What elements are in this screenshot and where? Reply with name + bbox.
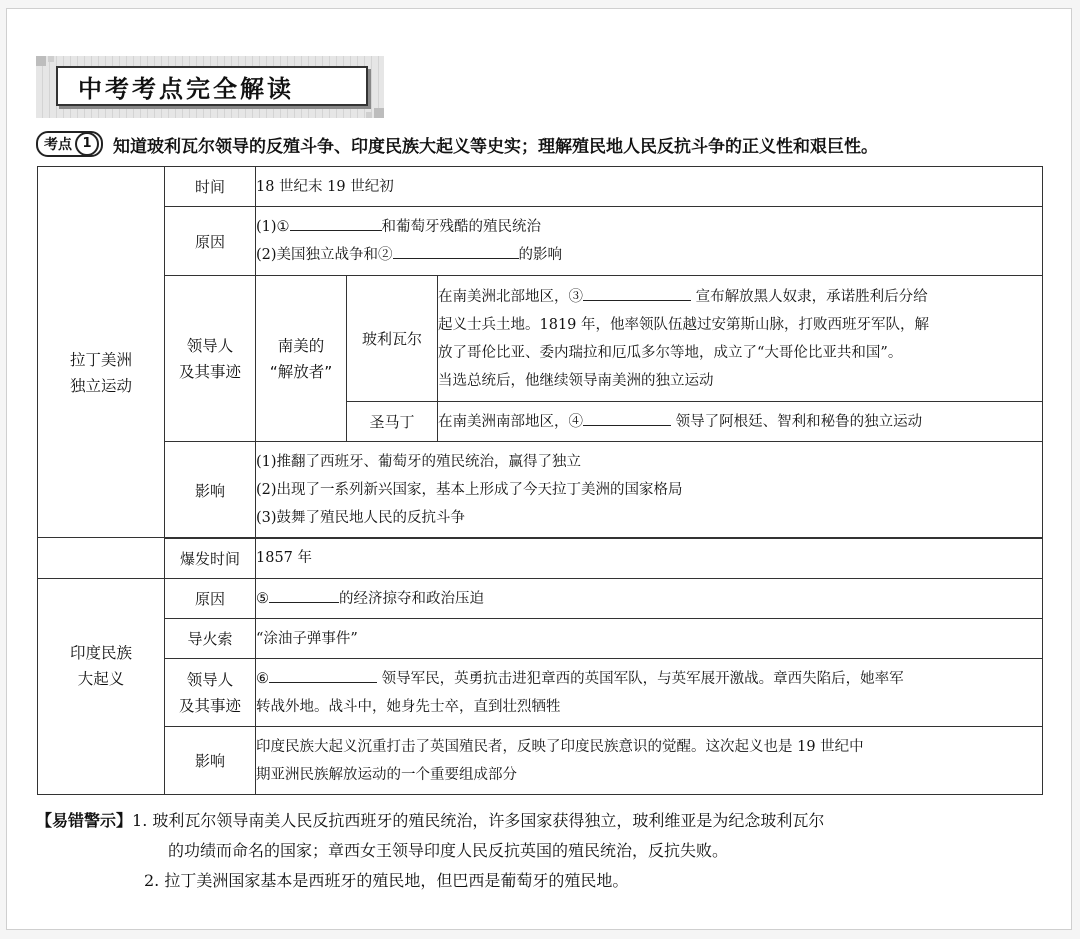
row-label-impact: 影响 bbox=[165, 727, 256, 795]
answer-blank-3[interactable] bbox=[583, 284, 691, 301]
kaodian-badge bbox=[36, 131, 103, 157]
category-label-line: 拉丁美洲 bbox=[69, 350, 132, 369]
leader-name-bolivar: 玻利瓦尔 bbox=[347, 276, 438, 402]
outbreak-value: 1857 年 bbox=[256, 538, 1043, 579]
india-cause bbox=[256, 579, 1043, 619]
note-item-1-line1: 1. 玻利瓦尔领导南美人民反抗西班牙的殖民统治，许多国家获得独立，玻利维亚是为纪念玻利瓦尔 bbox=[132, 811, 825, 830]
banner-corner-square bbox=[374, 108, 384, 118]
banner-corner-square bbox=[48, 56, 54, 62]
cause-content bbox=[256, 207, 1043, 276]
cause-item-1-post: 和葡萄牙残酷的殖民统治 bbox=[381, 219, 542, 235]
leader-label-line: 及其事迹 bbox=[178, 362, 241, 381]
row-label-outbreak: 爆发时间 bbox=[165, 538, 256, 579]
table-row bbox=[38, 659, 1043, 727]
error-warning-notes bbox=[36, 806, 1046, 896]
india-impact-line: 印度民族大起义沉重打击了英国殖民者，反映了印度民族意识的觉醒。这次起义也是 19 世纪中 bbox=[256, 738, 864, 755]
india-impact bbox=[256, 727, 1043, 795]
table-row bbox=[38, 167, 1043, 207]
cause-item-2-pre: (2)美国独立战争和② bbox=[256, 247, 393, 263]
cause-item-2 bbox=[256, 241, 1042, 269]
note-item-1 bbox=[36, 806, 1046, 836]
banner-title: 中考考点完全解读 bbox=[56, 66, 368, 106]
impact-item: (2)出现了一系列新兴国家，基本上形成了今天拉丁美洲的国家格局 bbox=[256, 482, 683, 498]
table-row bbox=[38, 276, 1043, 402]
row-label-leader bbox=[165, 276, 256, 442]
leader-name-san-martin: 圣马丁 bbox=[347, 402, 438, 442]
impact-content bbox=[256, 442, 1043, 539]
kaodian-line bbox=[36, 130, 878, 158]
row-label-time: 时间 bbox=[165, 167, 256, 207]
kaodian-badge-text: 考点 bbox=[44, 137, 72, 153]
bolivar-pre: 在南美洲北部地区，③ bbox=[438, 288, 583, 305]
leader-label-line: 领导人 bbox=[186, 336, 234, 355]
san-martin-pre: 在南美洲南部地区，④ bbox=[438, 413, 583, 430]
cause-item-2-post: 的影响 bbox=[518, 247, 563, 263]
note-item-2: 2. 拉丁美洲国家基本是西班牙的殖民地，但巴西是葡萄牙的殖民地。 bbox=[144, 871, 629, 890]
bolivar-line: 起义士兵土地。1819 年，他率领队伍越过安第斯山脉，打败西班牙军队，解 bbox=[438, 316, 930, 333]
impact-item: (1)推翻了西班牙、葡萄牙的殖民统治，赢得了独立 bbox=[256, 454, 582, 470]
cause-item-1-pre: (1)① bbox=[256, 219, 290, 235]
leader-label-line: 及其事迹 bbox=[178, 696, 241, 715]
table-row bbox=[38, 442, 1043, 539]
kaodian-text: 知道玻利瓦尔领导的反殖斗争、印度民族大起义等史实；理解殖民地人民反抗斗争的正义性和艰巨性。 bbox=[113, 136, 878, 157]
liberator-label-line: 南美的 bbox=[277, 336, 325, 355]
cause-item-1 bbox=[256, 213, 1042, 241]
row-label-leader bbox=[165, 659, 256, 727]
india-leader-line: 转战外地。战斗中，她身先士卒，直到壮烈牺牲 bbox=[256, 698, 561, 715]
india-leader-pre: ⑥ bbox=[256, 670, 269, 687]
india-cause-pre: ⑤ bbox=[256, 590, 269, 607]
san-martin-post: 领导了阿根廷、智利和秘鲁的独立运动 bbox=[675, 413, 923, 430]
answer-blank-5[interactable] bbox=[269, 586, 339, 603]
knowledge-table-india bbox=[37, 537, 1043, 795]
india-impact-line: 期亚洲民族解放运动的一个重要组成部分 bbox=[256, 766, 517, 783]
row-label-cause: 原因 bbox=[165, 579, 256, 619]
bolivar-line1-post: 宣布解放黑人奴隶，承诺胜利后分给 bbox=[695, 288, 928, 305]
time-value: 18 世纪末 19 世纪初 bbox=[256, 167, 1043, 207]
row-label-cause: 原因 bbox=[165, 207, 256, 276]
bolivar-deeds bbox=[438, 276, 1043, 402]
india-leader-line bbox=[256, 665, 1042, 693]
table-row bbox=[38, 579, 1043, 619]
row-label-impact: 影响 bbox=[165, 442, 256, 539]
answer-blank-6[interactable] bbox=[269, 666, 377, 683]
india-leader-deeds bbox=[256, 659, 1043, 727]
answer-blank-4[interactable] bbox=[583, 409, 671, 426]
bolivar-line bbox=[438, 283, 1042, 311]
row-label-fuse: 导火索 bbox=[165, 619, 256, 659]
kaodian-badge-number: 1 bbox=[75, 132, 99, 156]
table-row bbox=[38, 538, 1043, 579]
banner-corner-square bbox=[36, 56, 46, 66]
liberator-label-line: “解放者” bbox=[269, 362, 333, 381]
table-row bbox=[38, 727, 1043, 795]
category-india bbox=[38, 538, 165, 795]
note-item-1-line2: 的功绩而命名的国家；章西女王领导印度人民反抗英国的殖民统治，反抗失败。 bbox=[168, 841, 729, 860]
table-row bbox=[38, 619, 1043, 659]
leader-label-line: 领导人 bbox=[186, 670, 234, 689]
fuse-value: “涂油子弹事件” bbox=[256, 619, 1043, 659]
bolivar-line: 当选总统后，他继续领导南美洲的独立运动 bbox=[438, 372, 714, 389]
category-label-line: 独立运动 bbox=[69, 376, 132, 395]
san-martin-deeds bbox=[438, 402, 1043, 442]
answer-blank-1[interactable] bbox=[290, 214, 382, 231]
india-leader-line1-post: 领导军民，英勇抗击进犯章西的英国军队，与英军展开激战。章西失陷后，她率军 bbox=[381, 670, 904, 687]
impact-item: (3)鼓舞了殖民地人民的反抗斗争 bbox=[256, 510, 466, 526]
category-latin-america bbox=[38, 167, 165, 579]
category-label-line: 大起义 bbox=[77, 670, 125, 688]
note-tag: 【易错警示】 bbox=[36, 811, 133, 830]
table-row bbox=[38, 207, 1043, 276]
banner-corner-square bbox=[366, 112, 372, 118]
bolivar-line: 放了哥伦比亚、委内瑞拉和厄瓜多尔等地，成立了“大哥伦比亚共和国”。 bbox=[438, 344, 903, 361]
liberator-label bbox=[256, 276, 347, 442]
knowledge-table bbox=[37, 166, 1043, 579]
answer-blank-2[interactable] bbox=[393, 242, 519, 259]
india-cause-post: 的经济掠夺和政治压迫 bbox=[339, 590, 484, 607]
category-label-line: 印度民族 bbox=[69, 644, 132, 662]
section-banner bbox=[36, 56, 384, 118]
